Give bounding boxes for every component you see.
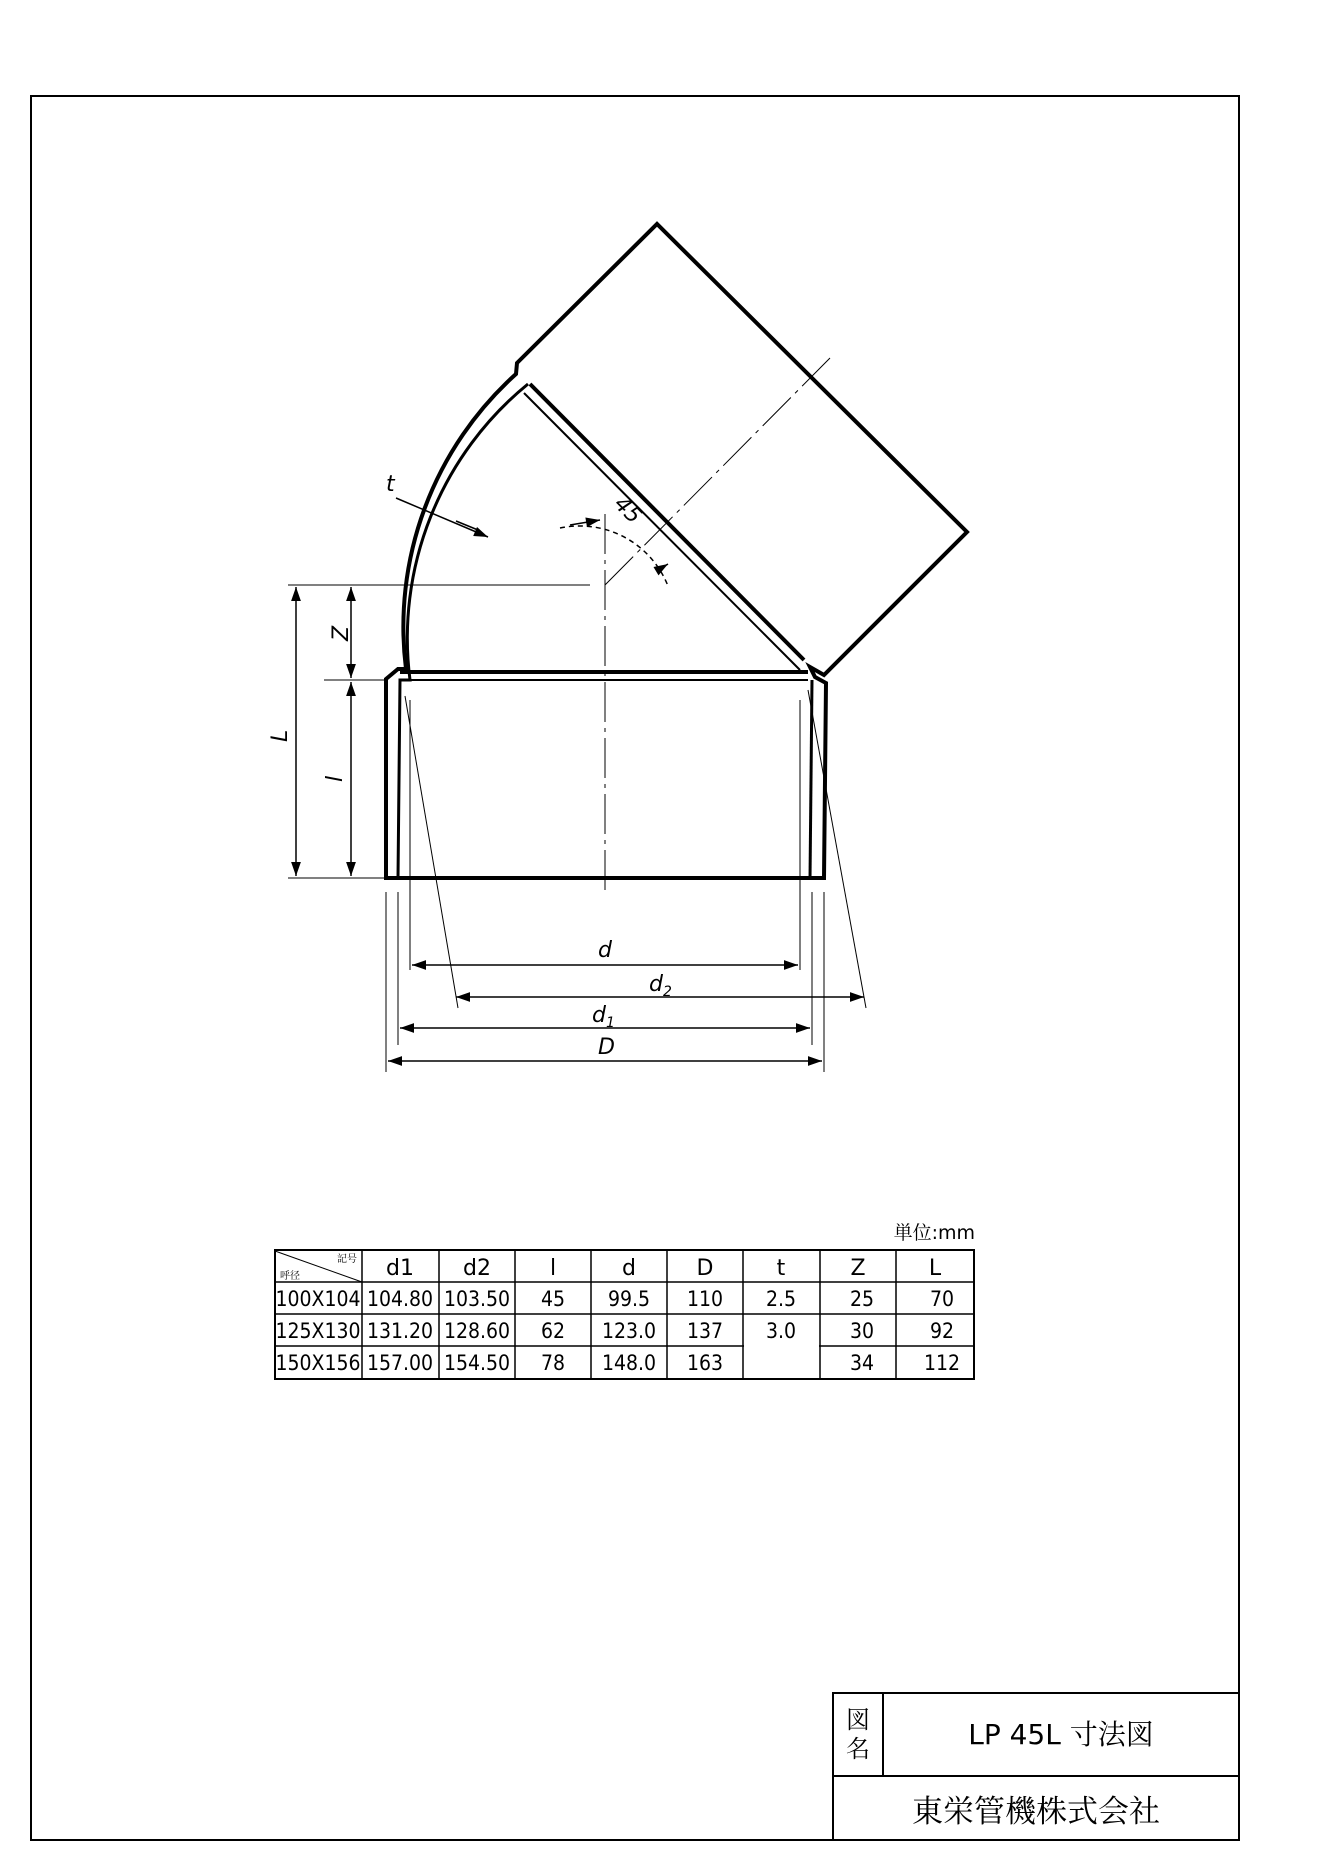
dim-line-t <box>396 498 488 537</box>
row1-l: 45 <box>540 1287 566 1311</box>
corner-label-bottom: 呼径 <box>280 1271 300 1282</box>
ext-line-d2-right <box>808 690 866 1008</box>
label-d2 <box>649 972 672 1000</box>
row1-d1: 104.80 <box>366 1287 434 1311</box>
header-D: D <box>696 1256 714 1281</box>
row1-L: 70 <box>929 1287 955 1311</box>
angle-arrow-2 <box>658 564 668 570</box>
row2-d2: 128.60 <box>443 1319 511 1343</box>
angled-centerline <box>605 358 830 585</box>
label-Z: Z <box>329 625 354 641</box>
row3-size: 150X156 <box>275 1351 361 1375</box>
elbow-outer-outline <box>386 224 967 878</box>
row1-size: 100X104 <box>275 1287 361 1311</box>
table-row <box>275 1351 960 1375</box>
row2-d: 123.0 <box>601 1319 657 1343</box>
title-block <box>833 1693 1239 1840</box>
unit-label: 単位:mm <box>893 1222 975 1244</box>
header-d1: d1 <box>386 1256 414 1281</box>
row2-l: 62 <box>540 1319 566 1343</box>
angle-arc <box>560 526 668 586</box>
title-label-char-1: 図 <box>846 1706 870 1734</box>
row1-t: 2.5 <box>765 1287 797 1311</box>
label-d1-main: d <box>592 1003 606 1028</box>
table-header-row <box>386 1256 942 1281</box>
label-angle: 45 <box>608 491 647 530</box>
elbow-inner-outline <box>398 384 528 878</box>
row3-d1: 157.00 <box>366 1351 434 1375</box>
elbow-drawing <box>288 224 967 1072</box>
label-l: l <box>323 775 348 782</box>
row3-Z: 34 <box>849 1351 875 1375</box>
title-label-char-2: 名 <box>846 1735 870 1763</box>
ext-line-d2-left <box>405 696 458 1008</box>
angle-arrow-1 <box>570 520 600 525</box>
header-t: t <box>776 1256 786 1281</box>
label-d2-main: d <box>649 972 663 997</box>
label-L: L <box>268 729 293 742</box>
table-row <box>275 1287 954 1311</box>
row3-D: 163 <box>686 1351 724 1375</box>
header-Z: Z <box>850 1256 866 1281</box>
row2-t: 3.0 <box>765 1319 797 1343</box>
header-d: d <box>622 1256 636 1281</box>
dimension-table <box>275 1222 975 1379</box>
label-d1-sub: 1 <box>605 1015 615 1031</box>
label-d: d <box>598 938 612 963</box>
header-d2: d2 <box>463 1256 491 1281</box>
row2-size: 125X130 <box>275 1319 361 1343</box>
row2-d1: 131.20 <box>366 1319 434 1343</box>
company-name: 東栄管機株式会社 <box>912 1794 1160 1830</box>
corner-label-top: 記号 <box>337 1254 357 1265</box>
row3-l: 78 <box>540 1351 566 1375</box>
label-d1 <box>592 1003 615 1031</box>
drawing-name: LP 45L 寸法図 <box>968 1718 1154 1751</box>
label-d2-sub: 2 <box>662 984 672 1000</box>
row1-Z: 25 <box>849 1287 875 1311</box>
row3-d2: 154.50 <box>443 1351 511 1375</box>
angled-seat-line-2 <box>524 393 800 670</box>
row1-D: 110 <box>686 1287 724 1311</box>
label-t: t <box>386 472 395 497</box>
page-border <box>31 96 1239 1840</box>
row3-L: 112 <box>923 1351 961 1375</box>
table-row <box>275 1319 954 1343</box>
row1-d2: 103.50 <box>443 1287 511 1311</box>
row2-Z: 30 <box>849 1319 875 1343</box>
header-l: l <box>549 1256 557 1281</box>
header-L: L <box>928 1256 942 1281</box>
row3-d: 148.0 <box>601 1351 657 1375</box>
label-D: D <box>598 1035 615 1060</box>
row1-d: 99.5 <box>607 1287 651 1311</box>
row2-D: 137 <box>686 1319 724 1343</box>
row2-L: 92 <box>929 1319 955 1343</box>
